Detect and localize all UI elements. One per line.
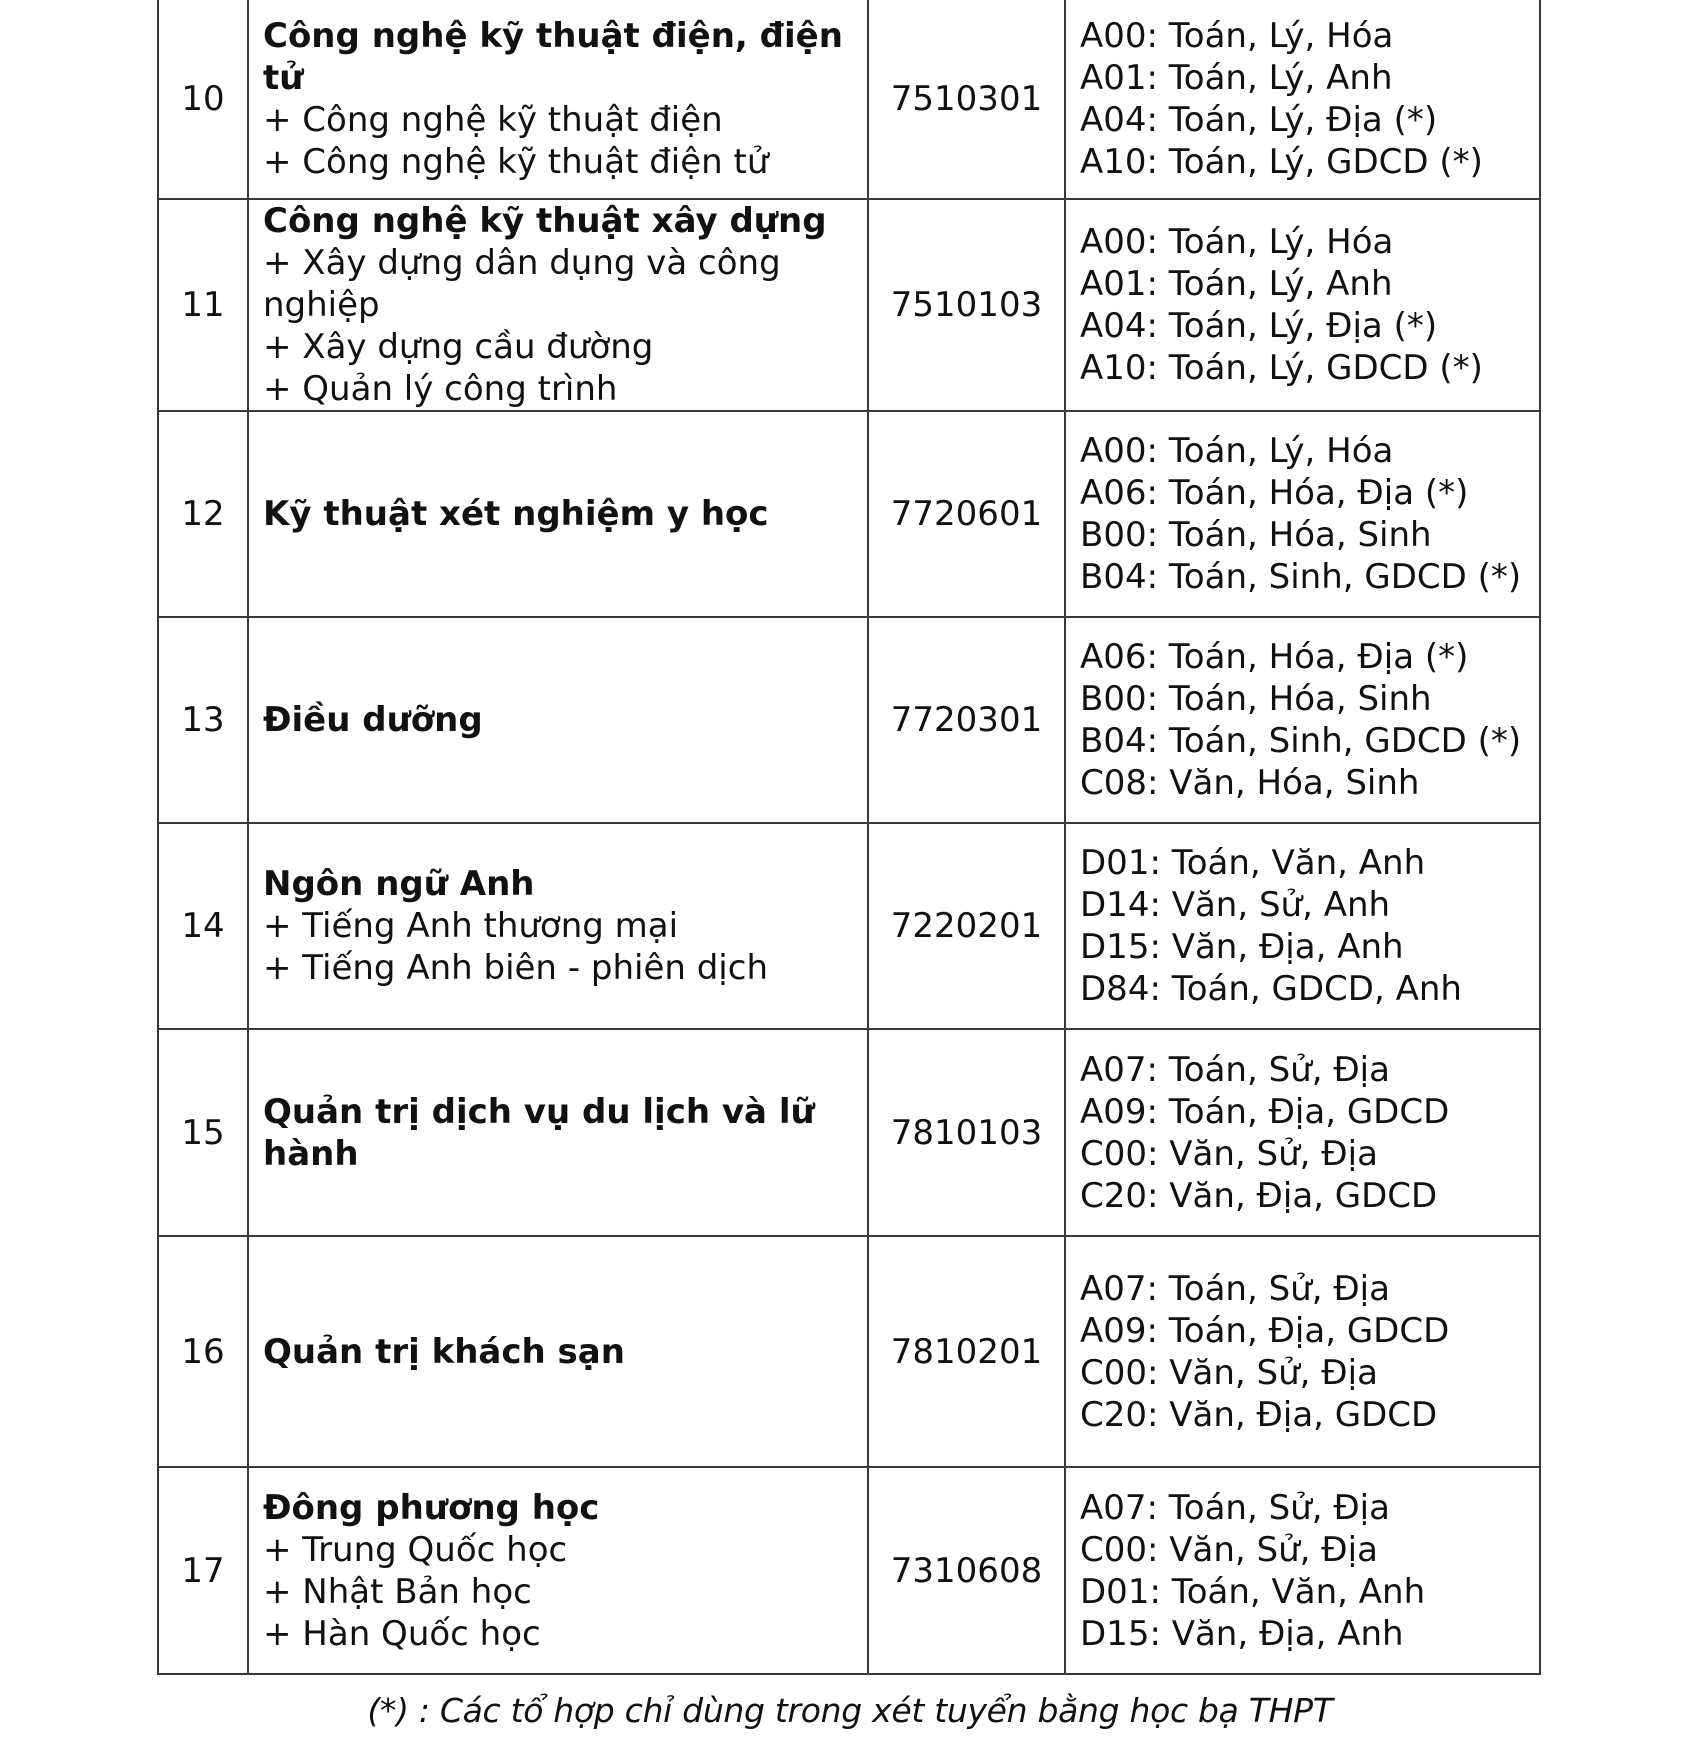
combination: A04: Toán, Lý, Địa (*) bbox=[1080, 306, 1438, 346]
major-code: 7720301 bbox=[868, 617, 1065, 823]
combination: B04: Toán, Sinh, GDCD (*) bbox=[1080, 721, 1522, 761]
row-number: 16 bbox=[158, 1236, 248, 1467]
table-row bbox=[158, 199, 1540, 411]
major-code: 7220201 bbox=[868, 823, 1065, 1029]
major-title: Đông phương học bbox=[263, 1487, 600, 1528]
specialization: + Tiếng Anh biên - phiên dịch bbox=[263, 948, 768, 988]
major-cell bbox=[248, 823, 868, 1029]
major-cell bbox=[248, 0, 868, 199]
admissions-document bbox=[157, 0, 1539, 1675]
table-row bbox=[158, 823, 1540, 1029]
row-number: 14 bbox=[158, 823, 248, 1029]
table-row bbox=[158, 0, 1540, 199]
major-title: Quản trị dịch vụ du lịch và lữ hành bbox=[263, 1091, 815, 1174]
combination: A01: Toán, Lý, Anh bbox=[1080, 264, 1393, 304]
combination: A10: Toán, Lý, GDCD (*) bbox=[1080, 142, 1483, 182]
combination: B00: Toán, Hóa, Sinh bbox=[1080, 679, 1432, 719]
combination: A01: Toán, Lý, Anh bbox=[1080, 58, 1393, 98]
combination: D01: Toán, Văn, Anh bbox=[1080, 843, 1426, 883]
specialization: + Công nghệ kỹ thuật điện tử bbox=[263, 142, 769, 182]
major-code: 7720601 bbox=[868, 411, 1065, 617]
combination: C20: Văn, Địa, GDCD bbox=[1080, 1394, 1438, 1435]
major-title: Điều dưỡng bbox=[263, 700, 483, 740]
major-cell bbox=[248, 1467, 868, 1674]
major-cell bbox=[248, 1029, 868, 1236]
major-cell bbox=[248, 199, 868, 411]
footnote: (*) : Các tổ hợp chỉ dùng trong xét tuyển bằng học bạ THPT bbox=[367, 1691, 1333, 1730]
major-code: 7510103 bbox=[868, 199, 1065, 411]
combination: D84: Toán, GDCD, Anh bbox=[1080, 969, 1462, 1009]
subject-combinations bbox=[1065, 0, 1540, 199]
combination: A10: Toán, Lý, GDCD (*) bbox=[1080, 348, 1483, 388]
subject-combinations bbox=[1065, 199, 1540, 411]
combination: A07: Toán, Sử, Địa bbox=[1080, 1268, 1390, 1309]
specialization: + Tiếng Anh thương mại bbox=[263, 906, 679, 946]
major-code: 7810201 bbox=[868, 1236, 1065, 1467]
major-title: Ngôn ngữ Anh bbox=[263, 864, 535, 904]
specialization: + Nhật Bản học bbox=[263, 1571, 532, 1612]
combination: A09: Toán, Địa, GDCD bbox=[1080, 1091, 1450, 1132]
combination: D15: Văn, Địa, Anh bbox=[1080, 1613, 1404, 1654]
row-number: 12 bbox=[158, 411, 248, 617]
combination: C00: Văn, Sử, Địa bbox=[1080, 1352, 1378, 1393]
majors-table-body bbox=[158, 0, 1540, 1674]
subject-combinations bbox=[1065, 1236, 1540, 1467]
subject-combinations bbox=[1065, 411, 1540, 617]
combination: D15: Văn, Địa, Anh bbox=[1080, 927, 1404, 967]
combination: A07: Toán, Sử, Địa bbox=[1080, 1049, 1390, 1090]
majors-table bbox=[157, 0, 1541, 1675]
major-code: 7310608 bbox=[868, 1467, 1065, 1674]
specialization: + Xây dựng dân dụng và công nghiệp bbox=[263, 243, 781, 325]
major-title: Quản trị khách sạn bbox=[263, 1331, 625, 1372]
table-row bbox=[158, 1236, 1540, 1467]
row-number: 13 bbox=[158, 617, 248, 823]
combination: A00: Toán, Lý, Hóa bbox=[1080, 431, 1394, 471]
specialization: + Xây dựng cầu đường bbox=[263, 327, 654, 367]
subject-combinations bbox=[1065, 823, 1540, 1029]
combination: A00: Toán, Lý, Hóa bbox=[1080, 16, 1394, 56]
subject-combinations bbox=[1065, 1029, 1540, 1236]
combination: A06: Toán, Hóa, Địa (*) bbox=[1080, 637, 1469, 677]
row-number: 15 bbox=[158, 1029, 248, 1236]
combination: A04: Toán, Lý, Địa (*) bbox=[1080, 100, 1438, 140]
combination: A06: Toán, Hóa, Địa (*) bbox=[1080, 473, 1469, 513]
subject-combinations bbox=[1065, 1467, 1540, 1674]
table-row bbox=[158, 411, 1540, 617]
combination: C08: Văn, Hóa, Sinh bbox=[1080, 763, 1420, 803]
table-row bbox=[158, 617, 1540, 823]
specialization: + Trung Quốc học bbox=[263, 1529, 568, 1570]
combination: A00: Toán, Lý, Hóa bbox=[1080, 222, 1394, 262]
combination: C00: Văn, Sử, Địa bbox=[1080, 1529, 1378, 1570]
table-row bbox=[158, 1467, 1540, 1674]
combination: A07: Toán, Sử, Địa bbox=[1080, 1487, 1390, 1528]
combination: C20: Văn, Địa, GDCD bbox=[1080, 1175, 1438, 1216]
combination: B04: Toán, Sinh, GDCD (*) bbox=[1080, 557, 1522, 597]
major-title: Kỹ thuật xét nghiệm y học bbox=[263, 494, 769, 534]
combination: A09: Toán, Địa, GDCD bbox=[1080, 1310, 1450, 1351]
combination: D14: Văn, Sử, Anh bbox=[1080, 885, 1391, 925]
major-code: 7810103 bbox=[868, 1029, 1065, 1236]
major-title: Công nghệ kỹ thuật điện, điện tử bbox=[263, 16, 843, 98]
major-code: 7510301 bbox=[868, 0, 1065, 199]
row-number: 10 bbox=[158, 0, 248, 199]
major-title: Công nghệ kỹ thuật xây dựng bbox=[263, 201, 827, 241]
specialization: + Quản lý công trình bbox=[263, 369, 618, 409]
table-row bbox=[158, 1029, 1540, 1236]
major-cell bbox=[248, 617, 868, 823]
combination: C00: Văn, Sử, Địa bbox=[1080, 1133, 1378, 1174]
major-cell bbox=[248, 1236, 868, 1467]
row-number: 17 bbox=[158, 1467, 248, 1674]
specialization: + Công nghệ kỹ thuật điện bbox=[263, 100, 723, 140]
combination: D01: Toán, Văn, Anh bbox=[1080, 1571, 1426, 1612]
combination: B00: Toán, Hóa, Sinh bbox=[1080, 515, 1432, 555]
row-number: 11 bbox=[158, 199, 248, 411]
subject-combinations bbox=[1065, 617, 1540, 823]
specialization: + Hàn Quốc học bbox=[263, 1613, 541, 1654]
major-cell bbox=[248, 411, 868, 617]
